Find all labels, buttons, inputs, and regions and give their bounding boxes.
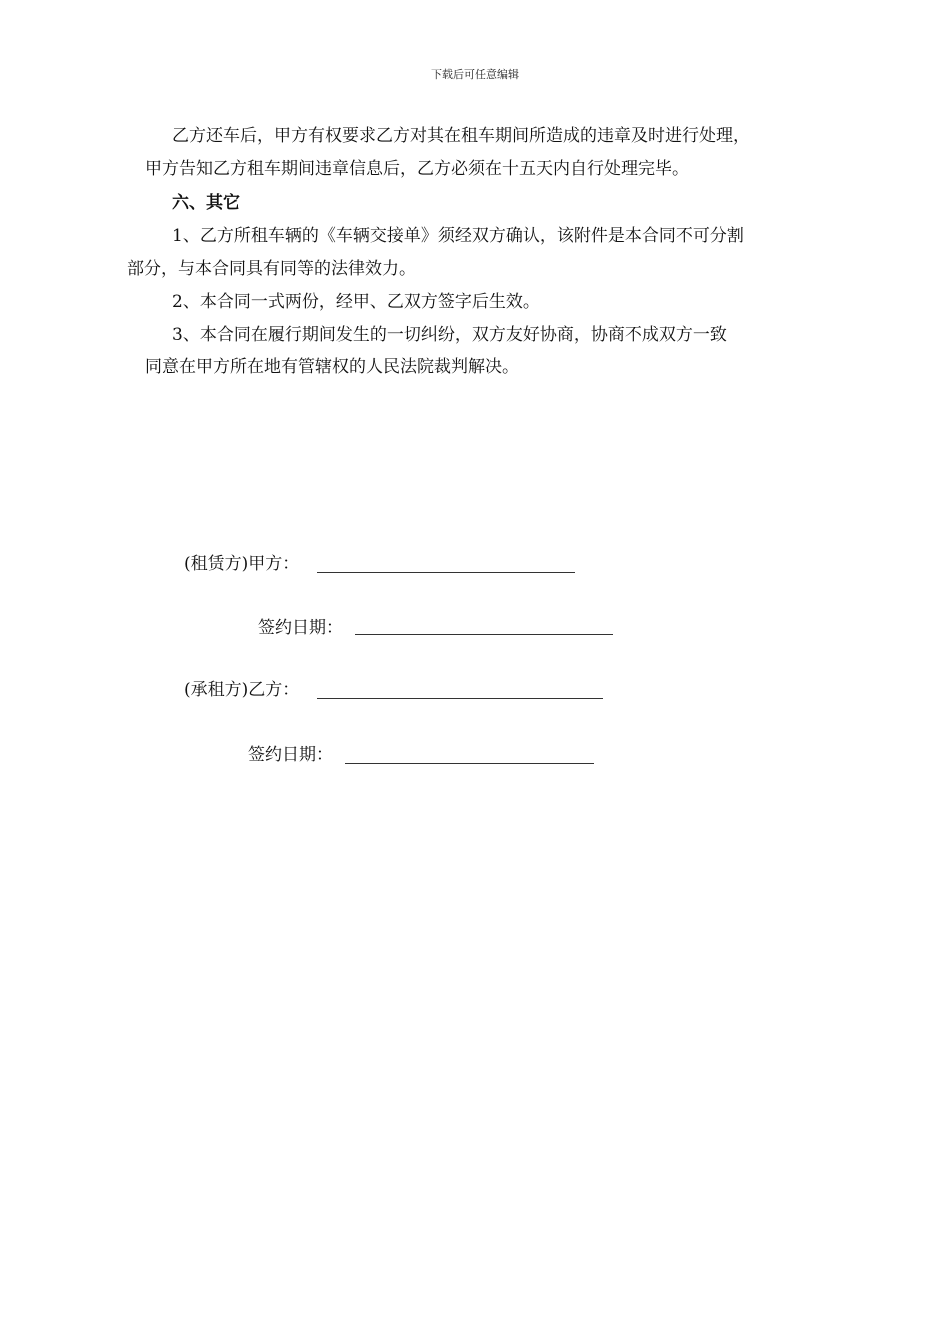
- paragraph-line: 甲方告知乙方租车期间违章信息后，乙方必须在十五天内自行处理完毕。: [145, 159, 689, 179]
- page-header: 下载后可任意编辑: [431, 68, 519, 81]
- party-b-signature-field[interactable]: [317, 698, 603, 699]
- item-line: 1、乙方所租车辆的《车辆交接单》须经双方确认，该附件是本合同不可分割: [172, 226, 744, 246]
- section-heading: 六、其它: [172, 193, 240, 213]
- party-b-date-label: 签约日期：: [248, 745, 333, 765]
- party-a-label: (租赁方)甲方：: [184, 554, 300, 574]
- item-line: 部分，与本合同具有同等的法律效力。: [127, 259, 416, 279]
- paragraph-line: 乙方还车后，甲方有权要求乙方对其在租车期间所造成的违章及时进行处理，: [172, 126, 750, 146]
- item-line: 2、本合同一式两份，经甲、乙双方签字后生效。: [172, 292, 540, 312]
- item-line: 同意在甲方所在地有管辖权的人民法院裁判解决。: [145, 357, 519, 377]
- party-b-label: (承租方)乙方：: [184, 680, 300, 700]
- party-a-date-field[interactable]: [355, 634, 613, 635]
- item-line: 3、本合同在履行期间发生的一切纠纷，双方友好协商，协商不成双方一致: [172, 325, 727, 345]
- party-a-signature-field[interactable]: [317, 572, 575, 573]
- party-a-date-label: 签约日期：: [258, 618, 343, 638]
- party-b-date-field[interactable]: [345, 763, 594, 764]
